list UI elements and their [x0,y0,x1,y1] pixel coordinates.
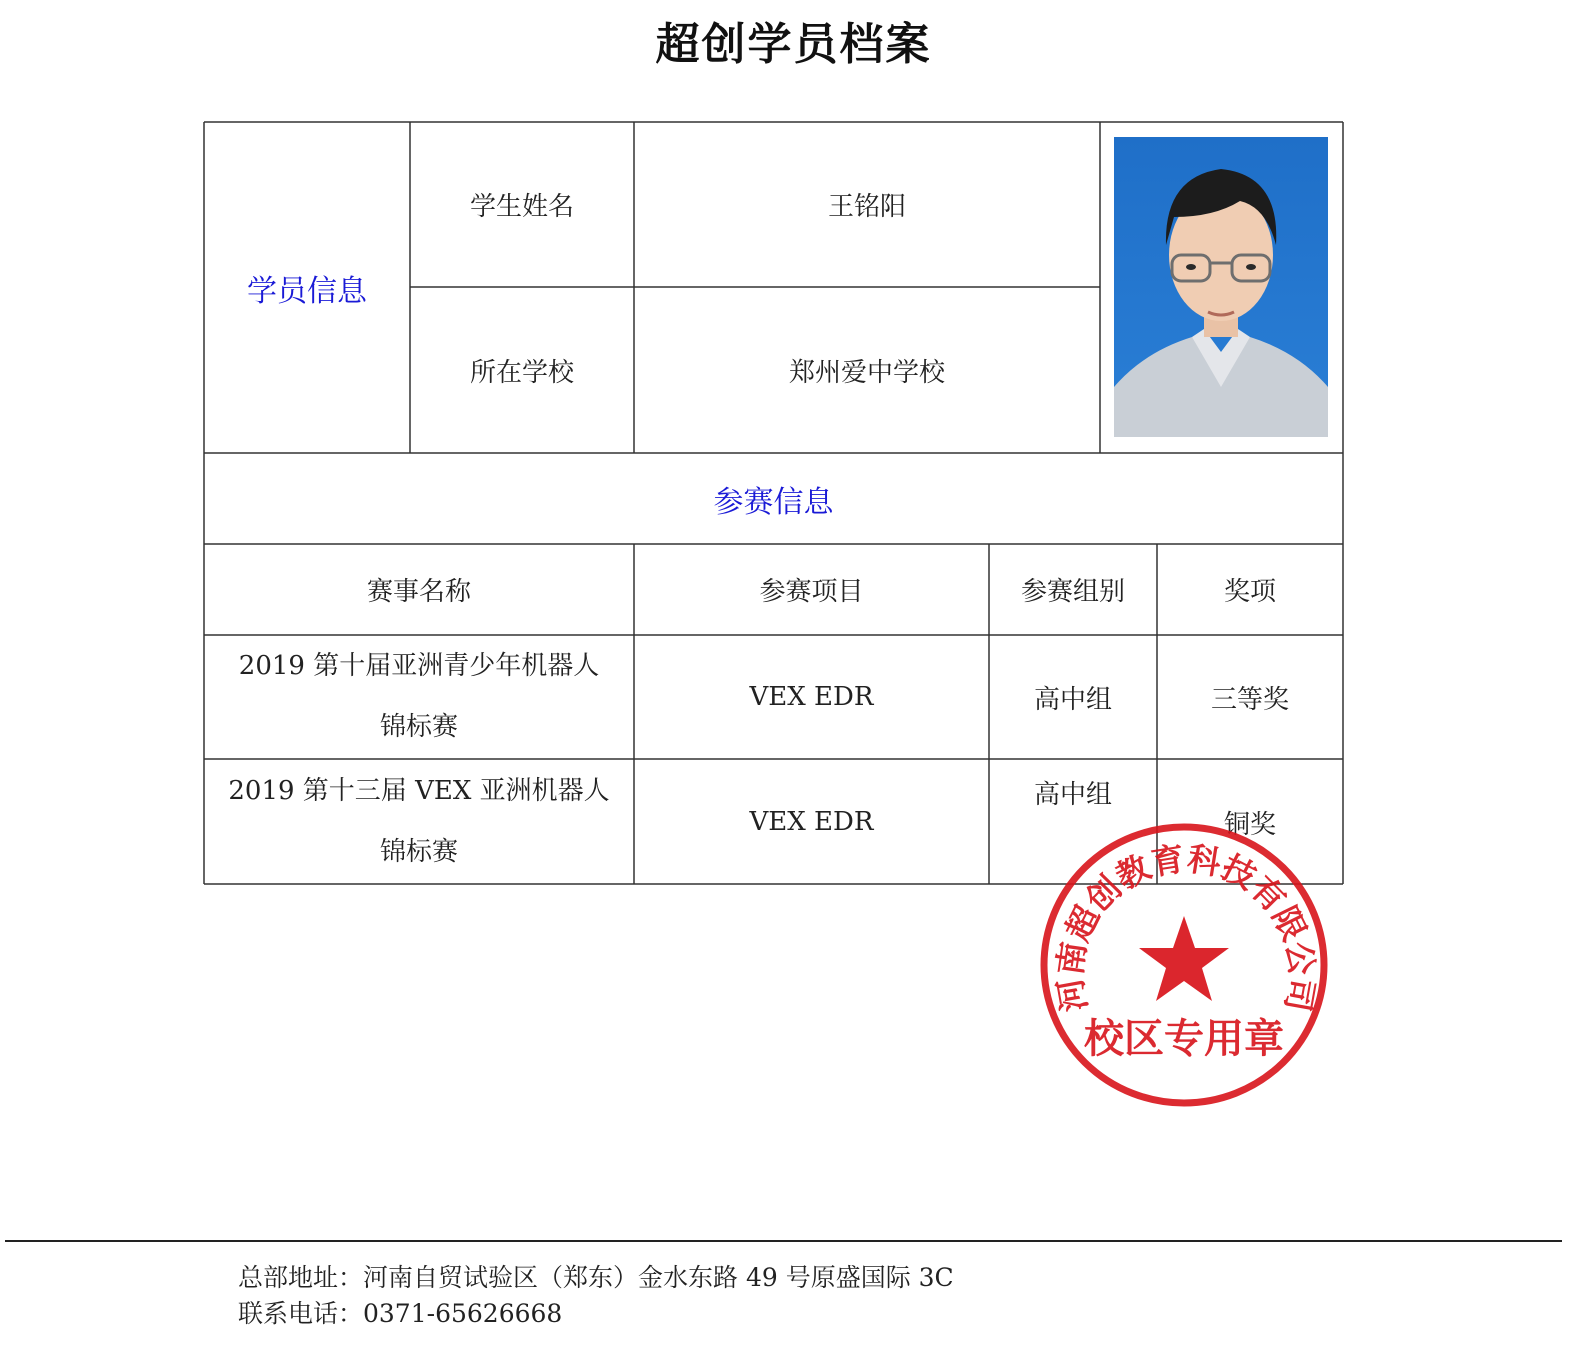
student-name-label: 学生姓名 [469,192,574,222]
row-1-group: 高中组 [1033,684,1112,715]
header-group: 参赛组别 [1020,577,1125,607]
row-2-award: 铜奖 [1223,809,1276,840]
row-1-name-line2: 锦标赛 [379,712,458,742]
header-award: 奖项 [1223,577,1276,607]
student-photo [1114,137,1328,437]
student-info-section-label: 学员信息 [247,273,367,309]
footer-address: 总部地址：河南自贸试验区（郑东）金水东路 49 号原盛国际 3C [238,1263,954,1292]
company-seal [1038,820,1330,1110]
row-2-project: VEX EDR [749,806,874,837]
table-row-1-name [204,635,634,759]
header-competition-name: 赛事名称 [366,577,471,607]
school-label: 所在学校 [469,357,574,388]
row-2-group: 高中组 [1033,779,1112,810]
header-project: 参赛项目 [759,577,864,607]
school-value: 郑州爱中学校 [788,357,945,388]
table-row-2-name [204,759,634,884]
row-1-project: VEX EDR [749,682,874,712]
row-2-name-line1: 2019 第十三届 VEX 亚洲机器人 [228,775,610,806]
competition-info-section-label: 参赛信息 [713,484,834,520]
row-2-name-line2: 锦标赛 [379,836,458,867]
row-1-award: 三等奖 [1210,684,1289,715]
page-title: 超创学员档案 [655,19,932,70]
footer-divider [5,1240,1562,1242]
student-name-value: 王铭阳 [827,192,906,222]
footer-phone: 联系电话：0371-65626668 [238,1299,563,1328]
row-1-name-line1: 2019 第十届亚洲青少年机器人 [238,651,600,681]
seal-purpose: 校区专用章 [1084,1016,1284,1062]
seal-company-name: 河南超创教育科技有限公司 [1050,838,1322,1015]
